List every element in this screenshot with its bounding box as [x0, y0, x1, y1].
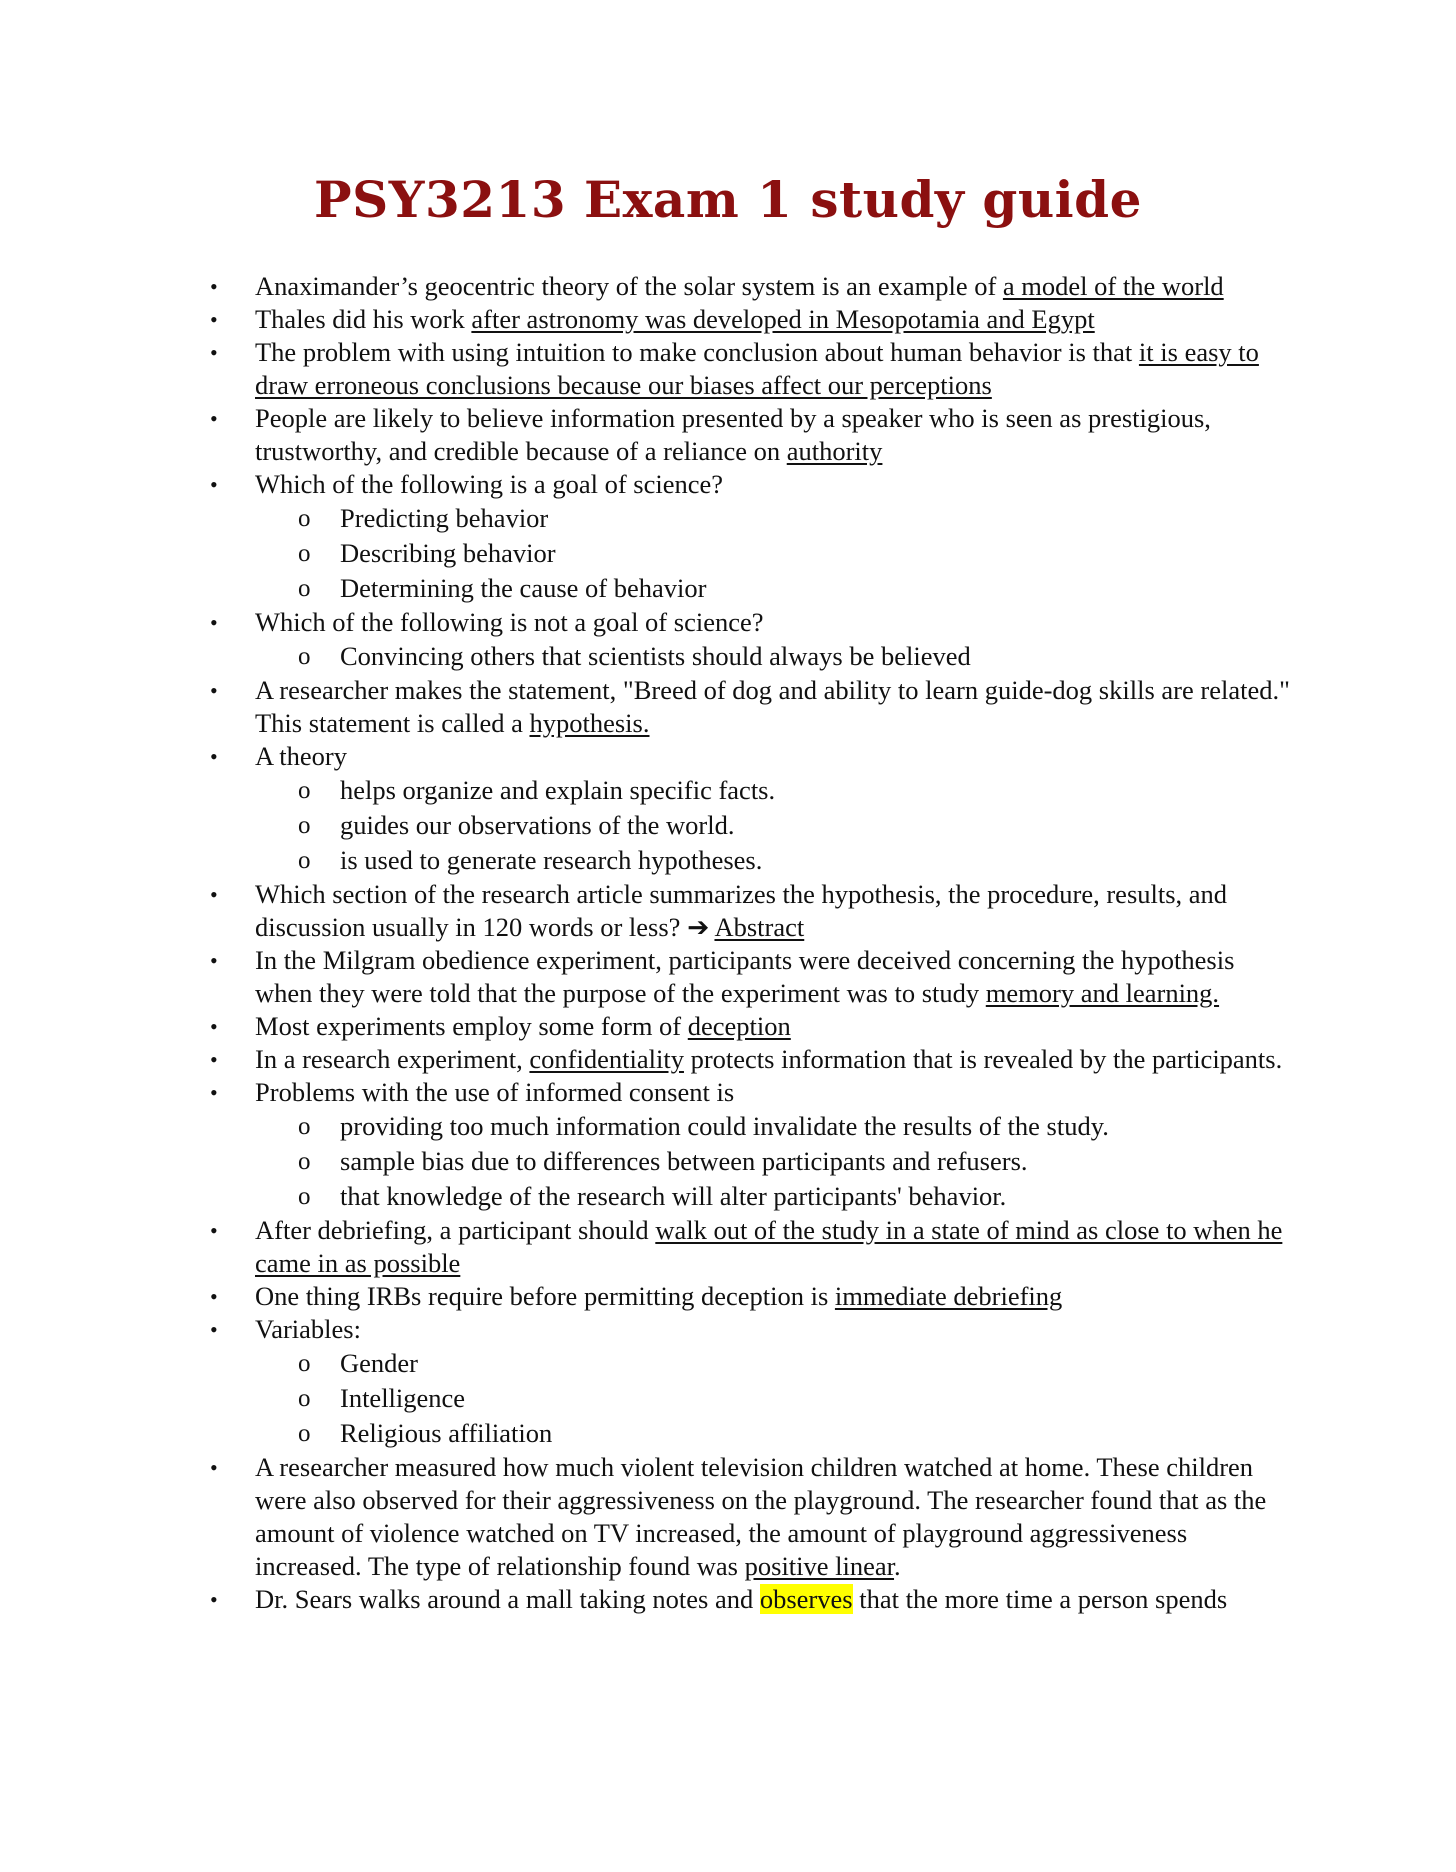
sub-bullet-icon: o: [298, 1350, 311, 1377]
sub-list-item: [210, 571, 1290, 606]
sub-item-text: Religious affiliation: [340, 1418, 553, 1448]
answer-text: Abstract: [714, 912, 805, 942]
list-item: [210, 402, 1290, 468]
sub-bullet-icon: o: [298, 812, 311, 839]
item-text: People are likely to believe information presented by a speaker who is seen as prestigious, trustworthy, and credible because of a reliance on: [255, 403, 1211, 466]
sub-list-item: [210, 1416, 1290, 1451]
item-text-end: .: [894, 1551, 901, 1581]
bullet-icon: •: [210, 340, 218, 365]
sub-item-text: is used to generate research hypotheses.: [340, 845, 763, 875]
study-guide-list: [210, 270, 1290, 1616]
bullet-icon: •: [210, 882, 218, 907]
list-item: [210, 336, 1290, 402]
sub-list-item: [210, 1109, 1290, 1144]
sub-item-text: Convincing others that scientists should always be believed: [340, 641, 971, 671]
list-item: [210, 606, 1290, 639]
item-text-end: that the more time a person spends: [852, 1584, 1228, 1614]
sub-bullet-icon: o: [298, 1148, 311, 1175]
sub-item-text: that knowledge of the research will alter participants' behavior.: [340, 1181, 1007, 1211]
item-text: Which section of the research article summarizes the hypothesis, the procedure, results, and discussion usually in 120 words or less?: [255, 879, 1228, 942]
answer-text: after astronomy was developed in Mesopotamia and Egypt: [471, 304, 1095, 334]
item-text: The problem with using intuition to make conclusion about human behavior is that: [255, 337, 1139, 367]
list-item: [210, 1043, 1290, 1076]
sub-bullet-icon: o: [298, 540, 311, 567]
sub-list-item: [210, 1346, 1290, 1381]
bullet-icon: •: [210, 274, 218, 299]
list-item: [210, 1010, 1290, 1043]
answer-text: a model of the world: [1002, 271, 1224, 301]
sub-list-item: [210, 1381, 1290, 1416]
sub-list-item: [210, 1179, 1290, 1214]
sub-bullet-icon: o: [298, 1420, 311, 1447]
bullet-icon: •: [210, 1047, 218, 1072]
item-text: In the Milgram obedience experiment, participants were deceived concerning the hypothesis when they were told that the purpose of the experiment was to study: [255, 945, 1235, 1008]
sub-bullet-icon: o: [298, 847, 311, 874]
sub-list-item: [210, 1144, 1290, 1179]
sub-item-text: Describing behavior: [340, 538, 556, 568]
highlighted-text: observes: [759, 1584, 853, 1614]
list-item: [210, 1076, 1290, 1109]
bullet-icon: •: [210, 1455, 218, 1480]
list-item: [210, 878, 1290, 944]
sub-item-text: helps organize and explain specific facts.: [340, 775, 776, 805]
item-text: One thing IRBs require before permitting deception is: [255, 1281, 835, 1311]
sub-bullet-icon: o: [298, 575, 311, 602]
answer-text: memory and learning.: [985, 978, 1220, 1008]
item-text-end: protects information that is revealed by the participants.: [683, 1044, 1283, 1074]
sub-bullet-icon: o: [298, 505, 311, 532]
bullet-icon: •: [210, 307, 218, 332]
bullet-icon: •: [210, 678, 218, 703]
item-text: Dr. Sears walks around a mall taking notes and: [255, 1584, 760, 1614]
item-text: A researcher measured how much violent television children watched at home. These children were also observed for their aggressiveness on the playground. The researcher found that as the amount of violence watched on TV increased, the amount of playground aggressiveness increased. The type of relationship found was: [255, 1452, 1267, 1581]
sub-item-text: providing too much information could invalidate the results of the study.: [340, 1111, 1109, 1141]
list-item: [210, 1451, 1290, 1583]
item-text: Anaximander’s geocentric theory of the solar system is an example of: [255, 271, 1003, 301]
sub-item-text: Predicting behavior: [340, 503, 549, 533]
list-item: [210, 740, 1290, 773]
list-item: [210, 944, 1290, 1010]
sub-bullet-icon: o: [298, 1385, 311, 1412]
answer-text: authority: [786, 436, 883, 466]
answer-text: confidentiality: [529, 1044, 684, 1074]
sub-bullet-icon: o: [298, 1113, 311, 1140]
answer-text: hypothesis.: [529, 708, 650, 738]
bullet-icon: •: [210, 1587, 218, 1612]
sub-list-item: [210, 808, 1290, 843]
sub-bullet-icon: o: [298, 643, 311, 670]
sub-item-text: guides our observations of the world.: [340, 810, 735, 840]
list-item: [210, 1583, 1290, 1616]
bullet-icon: •: [210, 406, 218, 431]
item-text: After debriefing, a participant should: [255, 1215, 656, 1245]
list-item: [210, 1214, 1290, 1280]
item-text: In a research experiment,: [255, 1044, 530, 1074]
bullet-icon: •: [210, 948, 218, 973]
sub-list-item: [210, 501, 1290, 536]
sub-list-item: [210, 773, 1290, 808]
list-item: [210, 468, 1290, 501]
list-item: [210, 1313, 1290, 1346]
list-item: [210, 303, 1290, 336]
page-title: PSY3213 Exam 1 study guide: [314, 170, 1142, 229]
bullet-icon: •: [210, 1218, 218, 1243]
list-item: [210, 674, 1290, 740]
sub-bullet-icon: o: [298, 777, 311, 804]
answer-text: deception: [687, 1011, 791, 1041]
sub-list-item: [210, 639, 1290, 674]
sub-item-text: Gender: [340, 1348, 418, 1378]
arrow-icon: ➔: [687, 912, 710, 942]
item-text: Variables:: [255, 1314, 361, 1344]
answer-text: immediate debriefing: [834, 1281, 1063, 1311]
sub-item-text: Intelligence: [340, 1383, 466, 1413]
bullet-icon: •: [210, 744, 218, 769]
item-text: Problems with the use of informed consent is: [255, 1077, 735, 1107]
sub-list-item: [210, 843, 1290, 878]
answer-text: positive linear: [744, 1551, 895, 1581]
item-text: A researcher makes the statement, "Breed of dog and ability to learn guide-dog skills are related." This statement is called a: [255, 675, 1290, 738]
sub-list-item: [210, 536, 1290, 571]
bullet-icon: •: [210, 1014, 218, 1039]
item-text: A theory: [255, 741, 347, 771]
answer-text: walk out of the study in a state of mind as close to when he came in as possible: [255, 1215, 1283, 1278]
sub-bullet-icon: o: [298, 1183, 311, 1210]
bullet-icon: •: [210, 1317, 218, 1342]
item-text: Most experiments employ some form of: [255, 1011, 688, 1041]
sub-item-text: Determining the cause of behavior: [340, 573, 707, 603]
list-item: [210, 1280, 1290, 1313]
item-text: Which of the following is a goal of science?: [255, 469, 724, 499]
bullet-icon: •: [210, 610, 218, 635]
bullet-icon: •: [210, 1284, 218, 1309]
sub-item-text: sample bias due to differences between participants and refusers.: [340, 1146, 1028, 1176]
item-text: Which of the following is not a goal of science?: [255, 607, 764, 637]
item-text: Thales did his work: [255, 304, 472, 334]
list-item: [210, 270, 1290, 303]
bullet-icon: •: [210, 472, 218, 497]
bullet-icon: •: [210, 1080, 218, 1105]
answer-text: it is easy to draw erroneous conclusions because our biases affect our perceptions: [255, 337, 1259, 400]
